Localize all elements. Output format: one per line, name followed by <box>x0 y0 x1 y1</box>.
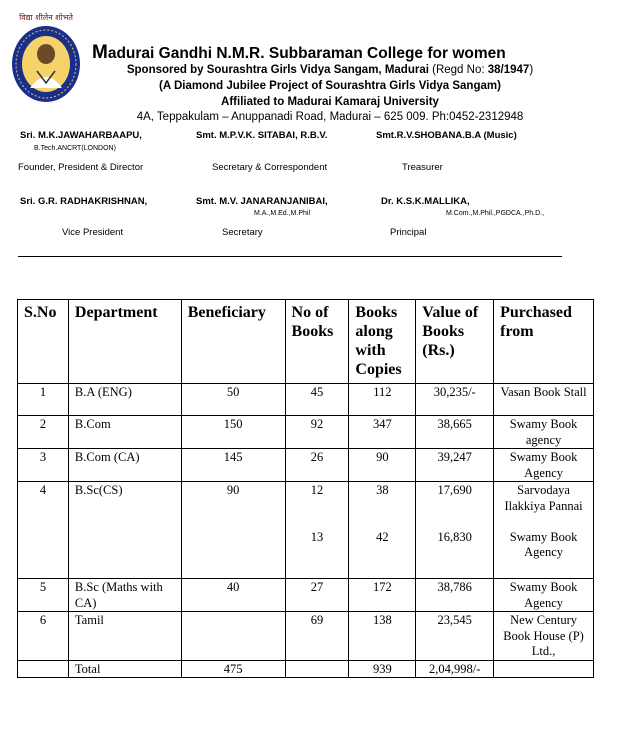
cell-department: B.Com (CA) <box>68 449 181 482</box>
header-divider <box>18 256 562 257</box>
cell-books-copies: 112 <box>349 384 416 416</box>
cell-department: B.Sc (Maths with CA) <box>68 579 181 612</box>
official-2-role: Secretary & Correspondent <box>212 162 328 173</box>
cell-department: Total <box>68 660 181 678</box>
table-row <box>18 416 594 449</box>
cell-department: Tamil <box>68 612 181 661</box>
cell-no-of-books: 92 <box>285 416 349 449</box>
cell-purchased-from: Swamy Book Agency <box>494 579 594 612</box>
college-name: Madurai Gandhi N.M.R. Subbaraman College for women <box>92 42 506 63</box>
cell-purchased-from: Swamy Book Agency <box>494 529 594 579</box>
cell-beneficiary: 90 <box>181 482 285 579</box>
cell-no-of-books: 12 <box>285 482 349 529</box>
table-header-row <box>18 300 594 384</box>
header-value: Value of Books (Rs.) <box>416 300 494 384</box>
cell-value: 17,690 <box>416 482 494 529</box>
cell-value: 38,665 <box>416 416 494 449</box>
official-6-name: Dr. K.S.K.MALLIKA, <box>381 196 470 207</box>
cell-books-copies: 939 <box>349 660 416 678</box>
table-total-row <box>18 660 594 678</box>
cell-beneficiary: 475 <box>181 660 285 678</box>
cell-books-copies: 138 <box>349 612 416 661</box>
cell-sno: 5 <box>18 579 69 612</box>
regd-number: (Regd No: 38/1947) <box>432 64 534 76</box>
official-1-qual: B.Tech.ANCRT(LONDON) <box>34 145 116 152</box>
cell-department: B.A (ENG) <box>68 384 181 416</box>
table-row <box>18 482 594 529</box>
cell-department: B.Sc(CS) <box>68 482 181 579</box>
official-5-name: Smt. M.V. JANARANJANIBAI, <box>196 196 328 207</box>
cell-books-copies: 42 <box>349 529 416 579</box>
cell-beneficiary <box>181 612 285 661</box>
cell-books-copies: 38 <box>349 482 416 529</box>
cell-sno: 6 <box>18 612 69 661</box>
cell-value: 16,830 <box>416 529 494 579</box>
official-4-name: Sri. G.R. RADHAKRISHNAN, <box>20 196 148 207</box>
table-row <box>18 579 594 612</box>
cell-purchased-from: Swamy Book Agency <box>494 449 594 482</box>
cell-value: 30,235/- <box>416 384 494 416</box>
cell-department: B.Com <box>68 416 181 449</box>
official-3-role: Treasurer <box>402 162 443 173</box>
affiliation-line: Affiliated to Madurai Kamaraj University <box>221 96 439 108</box>
cell-no-of-books: 45 <box>285 384 349 416</box>
table-row <box>18 612 594 661</box>
header-books-copies: Books along with Copies <box>349 300 416 384</box>
cell-sno: 3 <box>18 449 69 482</box>
header-beneficiary: Beneficiary <box>181 300 285 384</box>
logo-motto: विद्या शीलेन शोभते <box>19 13 73 22</box>
cell-no-of-books: 13 <box>285 529 349 579</box>
cell-sno: 2 <box>18 416 69 449</box>
cell-value: 39,247 <box>416 449 494 482</box>
book-purchase-table <box>17 299 594 678</box>
cell-sno: 1 <box>18 384 69 416</box>
sponsor-line: Sponsored by Sourashtra Girls Vidya Sangam, Madurai (Regd No: 38/1947) <box>126 64 534 76</box>
cell-beneficiary: 50 <box>181 384 285 416</box>
table-row <box>18 449 594 482</box>
official-1-name: Sri. M.K.JAWAHARBAAPU, <box>20 130 142 141</box>
cell-purchased-from <box>494 660 594 678</box>
official-6-role: Principal <box>390 227 427 238</box>
official-5-role: Secretary <box>222 227 263 238</box>
cell-beneficiary: 40 <box>181 579 285 612</box>
official-4-role: Vice President <box>62 227 124 238</box>
cell-no-of-books: 26 <box>285 449 349 482</box>
header-department: Department <box>68 300 181 384</box>
cell-no-of-books <box>285 660 349 678</box>
header-purchased-from: Purchased from <box>494 300 594 384</box>
cell-value: 2,04,998/- <box>416 660 494 678</box>
college-logo <box>8 8 84 108</box>
cell-no-of-books: 69 <box>285 612 349 661</box>
header-no-of-books: No of Books <box>285 300 349 384</box>
cell-books-copies: 347 <box>349 416 416 449</box>
cell-sno: 4 <box>18 482 69 579</box>
table-row <box>18 384 594 416</box>
jubilee-line: (A Diamond Jubilee Project of Sourashtra Girls Vidya Sangam) <box>159 80 501 92</box>
official-3-name: Smt.R.V.SHOBANA.B.A (Music) <box>376 130 517 141</box>
cell-beneficiary: 150 <box>181 416 285 449</box>
cell-no-of-books: 27 <box>285 579 349 612</box>
official-2-name: Smt. M.P.V.K. SITABAI, R.B.V. <box>196 130 328 141</box>
official-1-role: Founder, President & Director <box>18 162 144 173</box>
cell-purchased-from: Swamy Book agency <box>494 416 594 449</box>
official-5-qual: M.A.,M.Ed.,M.Phil <box>254 210 311 217</box>
cell-purchased-from: Vasan Book Stall <box>494 384 594 416</box>
header-sno: S.No <box>18 300 69 384</box>
address-line: 4A, Teppakulam – Anuppanadi Road, Madurai – 625 009. Ph:0452-2312948 <box>136 111 524 123</box>
official-6-qual: M.Com.,M.Phil.,PGDCA.,Ph.D., <box>446 210 545 217</box>
cell-beneficiary: 145 <box>181 449 285 482</box>
cell-value: 38,786 <box>416 579 494 612</box>
cell-purchased-from: New Century Book House (P) Ltd., <box>494 612 594 661</box>
cell-books-copies: 90 <box>349 449 416 482</box>
cell-sno <box>18 660 69 678</box>
cell-value: 23,545 <box>416 612 494 661</box>
cell-books-copies: 172 <box>349 579 416 612</box>
cell-purchased-from: Sarvodaya Ilakkiya Pannai <box>494 482 594 529</box>
